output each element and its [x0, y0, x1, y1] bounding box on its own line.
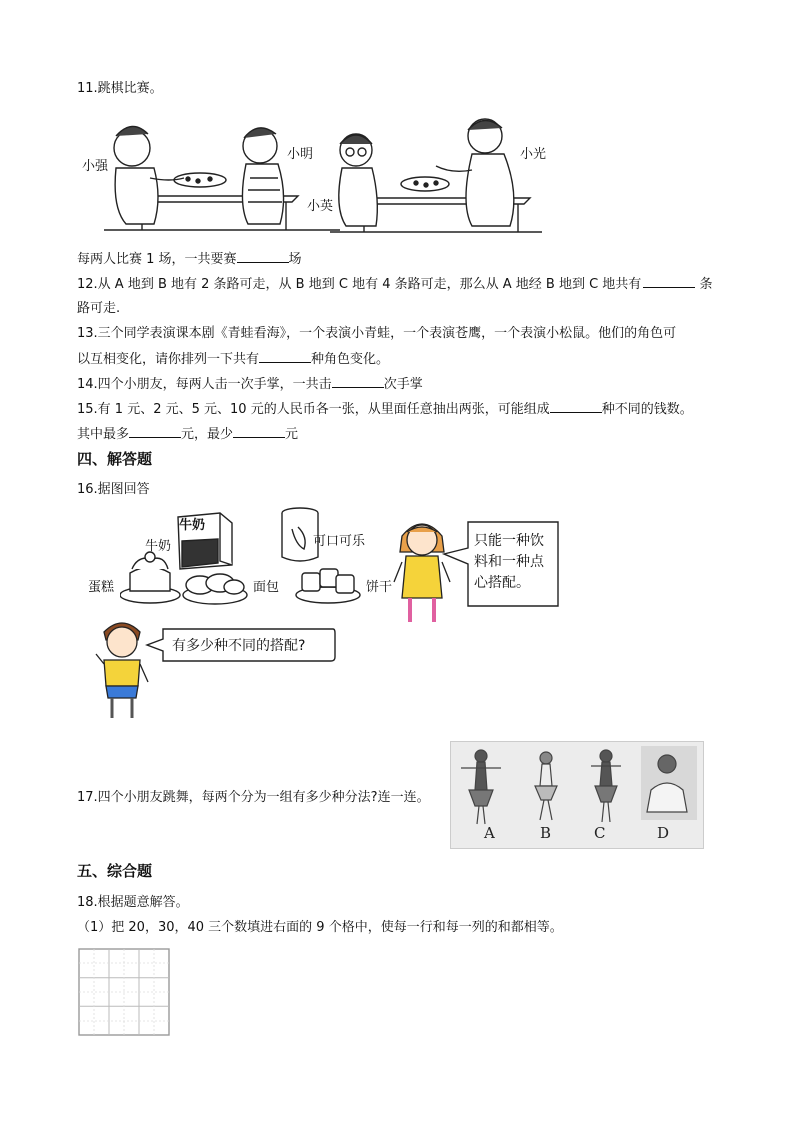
q12-text: 12.从 A 地到 B 地有 2 条路可走，从 B 地到 C 地有 4 条路可走，那么从 A 地经 B 地到 C 地共有	[77, 277, 642, 292]
girl-bubble-line: 心搭配。	[474, 575, 530, 591]
q12-line2: 路可走.	[77, 301, 121, 316]
q15-min-label: 元，最少	[181, 427, 234, 442]
dancer-label-c: C	[594, 824, 606, 842]
q16-title: 16.据图回答	[77, 482, 150, 497]
answer-blank[interactable]	[233, 425, 285, 438]
label-cola: 可口可乐	[313, 534, 366, 549]
three-by-three-grid[interactable]	[78, 948, 170, 1036]
dancer-label-a: A	[484, 824, 495, 842]
q15-unit: 元	[285, 427, 299, 442]
boy-bubble-text: 有多少种不同的搭配?	[172, 638, 306, 654]
name-xiaoguang: 小光	[520, 147, 547, 162]
q13-text: 以互相变化，请你排列一下共有	[77, 352, 260, 367]
answer-blank[interactable]	[129, 425, 181, 438]
q15-unit: 种不同的钱数。	[601, 402, 693, 417]
name-xiaoying: 小英	[307, 199, 334, 214]
answer-blank[interactable]	[332, 375, 384, 388]
q13-unit: 种角色变化。	[311, 352, 390, 367]
checkers-illustration	[80, 108, 550, 233]
q15-text: 15.有 1 元、2 元、5 元、10 元的人民币各一张，从里面任意抽出两张，可能组成	[77, 402, 550, 417]
boy-illustration	[92, 612, 152, 727]
q14-line	[77, 375, 423, 394]
q15-max-label: 其中最多	[77, 427, 130, 442]
answer-blank[interactable]	[643, 275, 695, 288]
q11-text: 每两人比赛 1 场，一共要赛	[77, 252, 237, 267]
answer-blank[interactable]	[550, 400, 602, 413]
q18-title: 18.根据题意解答。	[77, 895, 189, 910]
q12-unit: 条	[699, 277, 713, 292]
q17-text: 17.四个小朋友跳舞，每两个分为一组有多少种分法?连一连。	[77, 790, 430, 805]
section-heading-4: 四、解答题	[77, 450, 153, 468]
section-heading-5: 五、综合题	[77, 862, 153, 880]
girl-bubble-line: 料和一种点	[474, 554, 544, 570]
dancer-label-b: B	[540, 824, 552, 842]
answer-blank[interactable]	[259, 350, 311, 363]
q13-line1: 13.三个同学表演课本剧《青蛙看海》，一个表演小青蛙，一个表演苍鹰，一个表演小松鼠。他们的角色可	[77, 326, 677, 341]
q13-line2	[77, 350, 389, 369]
label-milk: 牛奶	[145, 539, 172, 554]
label-biscuit: 饼干	[366, 580, 393, 595]
dancer-label-d: D	[657, 824, 670, 842]
milk-box-text: 牛奶	[179, 518, 206, 533]
label-cake: 蛋糕	[88, 580, 115, 595]
q15-line2	[77, 425, 298, 444]
food-illustration	[120, 505, 380, 610]
q11-title: 11.跳棋比赛。	[77, 81, 163, 96]
q15-line1	[77, 400, 693, 419]
q18-part1: （1）把 20，30，40 三个数填进右面的 9 个格中，使每一行和每一列的和都相等。	[77, 920, 563, 935]
q14-text: 14.四个小朋友，每两人击一次手掌，一共击	[77, 377, 332, 392]
q11-unit: 场	[288, 252, 302, 267]
girl-bubble-line: 只能一种饮	[474, 533, 544, 549]
q14-unit: 次手掌	[383, 377, 423, 392]
q11-question	[77, 250, 302, 269]
girl-bubble-text	[474, 531, 544, 594]
answer-blank[interactable]	[237, 250, 289, 263]
label-bread: 面包	[253, 580, 280, 595]
q12-line1	[77, 275, 712, 294]
name-xiaoming: 小明	[287, 147, 314, 162]
name-xiaoqiang: 小强	[82, 159, 109, 174]
